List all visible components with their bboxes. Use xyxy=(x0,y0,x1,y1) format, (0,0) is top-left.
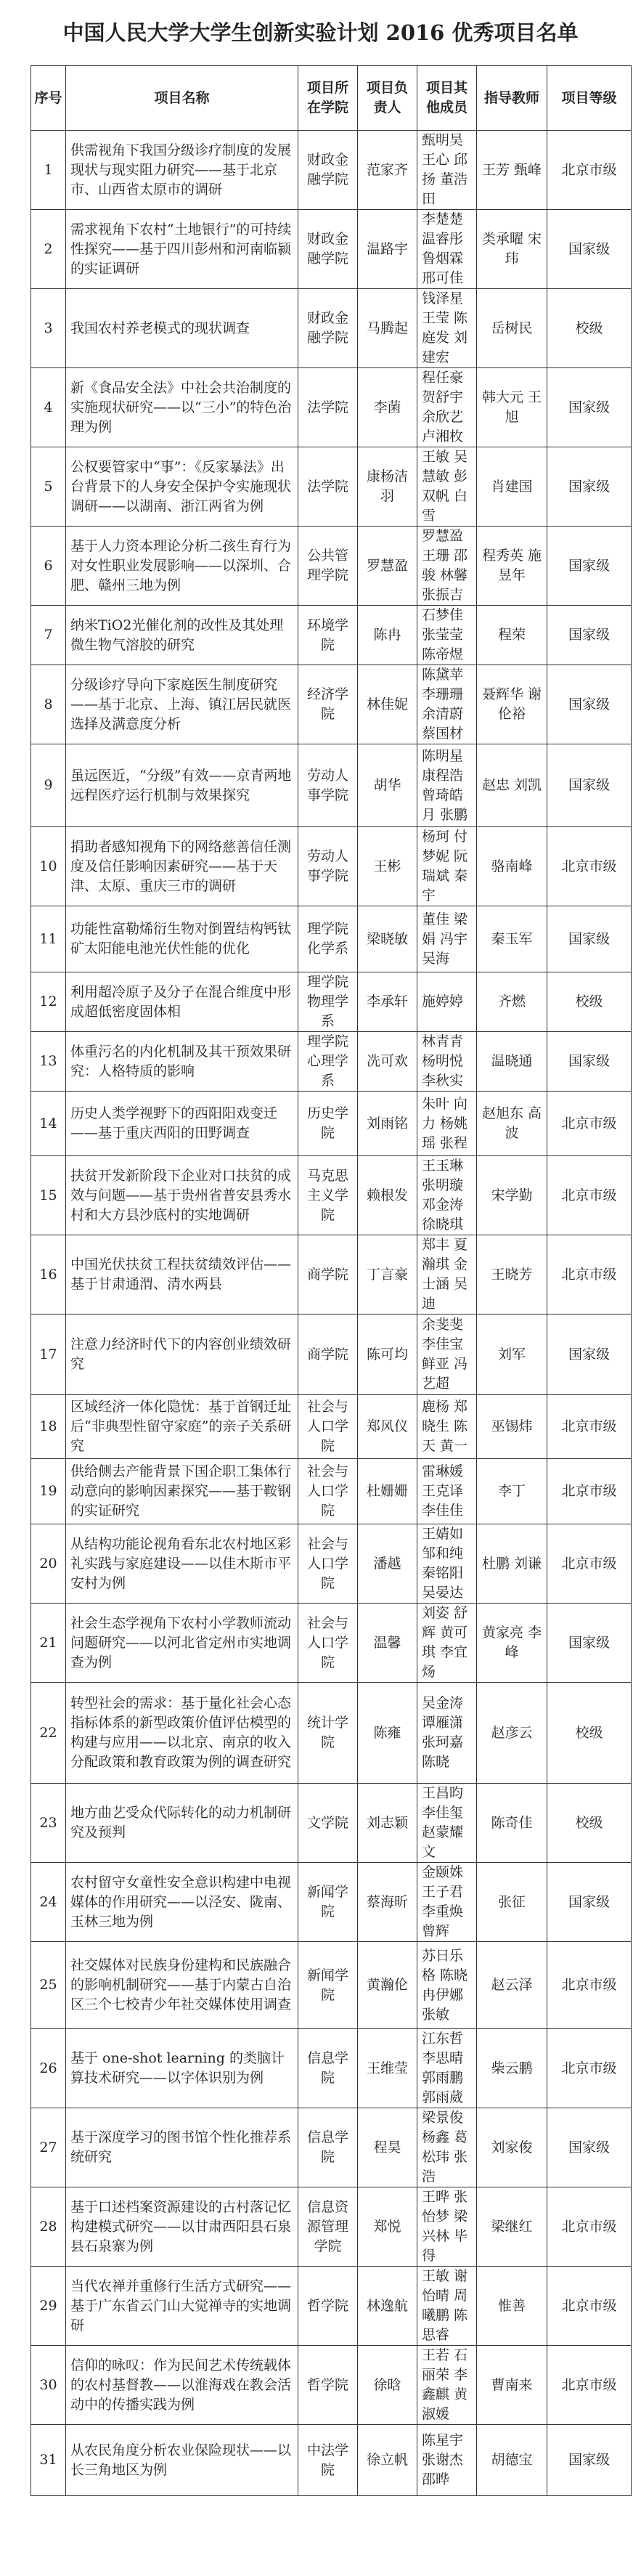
cell-project-name: 转型社会的需求：基于量化社会心态指标体系的新型政策价值评估模型的构建与应用——以北京、南京的收入分配政策和教育政策为例的调查研究 xyxy=(66,1683,298,1784)
cell-leader: 程昊 xyxy=(358,2108,417,2187)
cell-index: 28 xyxy=(31,2187,66,2267)
cell-leader: 林逸航 xyxy=(358,2267,417,2346)
cell-leader: 李承轩 xyxy=(358,972,417,1032)
cell-members: 杨珂 付梦妮 阮瑞斌 秦宇 xyxy=(417,827,477,906)
cell-school: 理学院化学系 xyxy=(298,906,358,972)
cell-index: 10 xyxy=(31,827,66,906)
cell-school: 中法学院 xyxy=(298,2425,358,2496)
cell-school: 信息学院 xyxy=(298,2108,358,2187)
cell-level: 北京市级 xyxy=(547,2267,632,2346)
cell-leader: 林佳妮 xyxy=(358,665,417,744)
cell-level: 北京市级 xyxy=(547,131,632,210)
table-row xyxy=(31,1863,632,1942)
cell-leader: 刘志颖 xyxy=(358,1784,417,1863)
cell-members: 王婧如 邹和纯 秦铭阳 吴晏达 xyxy=(417,1524,477,1604)
cell-members: 苏日乐 格 陈晓 冉伊娜 张敏 xyxy=(417,1942,477,2029)
cell-index: 26 xyxy=(31,2029,66,2108)
cell-leader: 赖根发 xyxy=(358,1156,417,1235)
cell-members: 董佳 梁娟 冯宇 吴海 xyxy=(417,906,477,972)
cell-members: 程任豪 贺舒宇 余欣艺 卢湘枚 xyxy=(417,368,477,447)
cell-members: 钱泽星 王莹 陈庭发 刘建宏 xyxy=(417,289,477,368)
cell-members: 吴金涛 谭雁潇 张珂嘉 陈晓 xyxy=(417,1683,477,1784)
table-row xyxy=(31,1459,632,1524)
cell-level: 校级 xyxy=(547,972,632,1032)
cell-advisor: 赵彦云 xyxy=(477,1683,547,1784)
cell-leader: 温馨 xyxy=(358,1604,417,1683)
cell-school: 商学院 xyxy=(298,1235,358,1315)
cell-leader: 陈冉 xyxy=(358,606,417,665)
cell-level: 北京市级 xyxy=(547,1156,632,1235)
cell-index: 31 xyxy=(31,2425,66,2496)
cell-members: 陈黛苹 李珊珊 余清蔚 蔡国材 xyxy=(417,665,477,744)
cell-members: 江东哲 李思晴 郭雨鹏 郭雨葳 xyxy=(417,2029,477,2108)
cell-advisor: 秦玉军 xyxy=(477,906,547,972)
cell-index: 4 xyxy=(31,368,66,447)
cell-school: 法学院 xyxy=(298,447,358,527)
cell-school: 社会与人口学院 xyxy=(298,1524,358,1604)
table-row xyxy=(31,906,632,972)
cell-project-name: 基于深度学习的图书馆个性化推荐系统研究 xyxy=(66,2108,298,2187)
cell-index: 15 xyxy=(31,1156,66,1235)
cell-advisor: 温晓通 xyxy=(477,1032,547,1092)
cell-index: 6 xyxy=(31,527,66,606)
cell-leader: 冼可欢 xyxy=(358,1032,417,1092)
cell-school: 马克思主义学院 xyxy=(298,1156,358,1235)
cell-school: 社会与人口学院 xyxy=(298,1604,358,1683)
cell-leader: 刘雨铭 xyxy=(358,1092,417,1156)
cell-project-name: 虽远医近，“分级”有效——京青两地远程医疗运行机制与效果探究 xyxy=(66,744,298,827)
cell-index: 11 xyxy=(31,906,66,972)
cell-index: 14 xyxy=(31,1092,66,1156)
cell-leader: 徐立帆 xyxy=(358,2425,417,2496)
cell-project-name: 社会生态学视角下农村小学教师流动问题研究——以河北省定州市实地调查为例 xyxy=(66,1604,298,1683)
header-leader: 项目负责人 xyxy=(358,66,417,131)
cell-project-name: 社交媒体对民族身份建构和民族融合的影响机制研究——基于内蒙古自治区三个七校青少年社交媒体使用调查 xyxy=(66,1942,298,2029)
cell-project-name: 公权要管家中“事”：《反家暴法》出台背景下的人身安全保护令实施现状调研——以湖南、浙江两省为例 xyxy=(66,447,298,527)
cell-index: 27 xyxy=(31,2108,66,2187)
cell-school: 信息资源管理学院 xyxy=(298,2187,358,2267)
cell-school: 社会与人口学院 xyxy=(298,1459,358,1524)
cell-index: 7 xyxy=(31,606,66,665)
cell-advisor: 惟善 xyxy=(477,2267,547,2346)
cell-members: 王敏 谢 怡晴 周曦鹏 陈思睿 xyxy=(417,2267,477,2346)
cell-advisor: 韩大元 王旭 xyxy=(477,368,547,447)
cell-members: 陈星宇 张谢杰 邵晔 xyxy=(417,2425,477,2496)
header-index: 序号 xyxy=(31,66,66,131)
table-row xyxy=(31,1156,632,1235)
cell-members: 金颐姝 王子君 李重焕 曾辉 xyxy=(417,1863,477,1942)
cell-project-name: 信仰的咏叹：作为民间艺术传统载体的农村基督教——以淮海戏在教会活动中的传播实践为例 xyxy=(66,2346,298,2425)
cell-level: 北京市级 xyxy=(547,2346,632,2425)
cell-level: 北京市级 xyxy=(547,1524,632,1604)
cell-members: 罗慧盈 王珊 邵骏 林馨 张振吉 xyxy=(417,527,477,606)
cell-leader: 黄瀚伦 xyxy=(358,1942,417,2029)
cell-advisor: 刘军 xyxy=(477,1315,547,1395)
cell-members: 刘姿 舒辉 黄可琪 李宜炀 xyxy=(417,1604,477,1683)
cell-index: 20 xyxy=(31,1524,66,1604)
cell-index: 2 xyxy=(31,210,66,289)
cell-school: 哲学院 xyxy=(298,2267,358,2346)
cell-members: 施婷婷 xyxy=(417,972,477,1032)
cell-project-name: 从结构功能论视角看东北农村地区彩礼实践与家庭建设——以佳木斯市平安村为例 xyxy=(66,1524,298,1604)
cell-leader: 王彬 xyxy=(358,827,417,906)
cell-level: 国家级 xyxy=(547,1032,632,1092)
cell-level: 国家级 xyxy=(547,210,632,289)
cell-school: 文学院 xyxy=(298,1784,358,1863)
cell-index: 24 xyxy=(31,1863,66,1942)
table-row xyxy=(31,1235,632,1315)
cell-project-name: 利用超冷原子及分子在混合维度中形成超低密度固体相 xyxy=(66,972,298,1032)
cell-level: 校级 xyxy=(547,289,632,368)
cell-members: 王昌昀 李佳玺 赵蒙耀文 xyxy=(417,1784,477,1863)
cell-project-name: 扶贫开发新阶段下企业对口扶贫的成效与问题——基于贵州省普安县秀水村和大方县沙底村的实地调研 xyxy=(66,1156,298,1235)
cell-advisor: 宋学勤 xyxy=(477,1156,547,1235)
cell-school: 财政金融学院 xyxy=(298,210,358,289)
cell-project-name: 地方曲艺受众代际转化的动力机制研究及预判 xyxy=(66,1784,298,1863)
table-row xyxy=(31,972,632,1032)
cell-school: 公共管理学院 xyxy=(298,527,358,606)
table-row xyxy=(31,447,632,527)
cell-members: 陈明星 康程浩 曾琦皓 月 张鹏 xyxy=(417,744,477,827)
cell-advisor: 黄家亮 李峰 xyxy=(477,1604,547,1683)
cell-members: 甄明昊 王心 邱扬 董浩田 xyxy=(417,131,477,210)
table-row xyxy=(31,2425,632,2496)
cell-project-name: 注意力经济时代下的内容创业绩效研究 xyxy=(66,1315,298,1395)
cell-level: 北京市级 xyxy=(547,2187,632,2267)
cell-advisor: 巫锡炜 xyxy=(477,1395,547,1459)
cell-project-name: 体重污名的内化机制及其干预效果研究：人格特质的影响 xyxy=(66,1032,298,1092)
cell-members: 王玉琳 张明璇 邓金涛 徐晓琪 xyxy=(417,1156,477,1235)
cell-project-name: 功能性富勒烯衍生物对倒置结构钙钛矿太阳能电池光伏性能的优化 xyxy=(66,906,298,972)
table-row xyxy=(31,2267,632,2346)
table-row xyxy=(31,289,632,368)
header-project-name: 项目名称 xyxy=(66,66,298,131)
cell-leader: 陈雍 xyxy=(358,1683,417,1784)
table-row xyxy=(31,2029,632,2108)
table-row xyxy=(31,527,632,606)
cell-index: 1 xyxy=(31,131,66,210)
cell-project-name: 供给侧去产能背景下国企职工集体行动意向的影响因素探究——基于鞍钢的实证研究 xyxy=(66,1459,298,1524)
cell-leader: 陈可均 xyxy=(358,1315,417,1395)
cell-school: 法学院 xyxy=(298,368,358,447)
cell-leader: 杜姗姗 xyxy=(358,1459,417,1524)
cell-advisor: 肖建国 xyxy=(477,447,547,527)
cell-level: 国家级 xyxy=(547,1604,632,1683)
cell-advisor: 王晓芳 xyxy=(477,1235,547,1315)
cell-leader: 蔡海昕 xyxy=(358,1863,417,1942)
cell-advisor: 骆南峰 xyxy=(477,827,547,906)
table-row xyxy=(31,2187,632,2267)
cell-advisor: 王芳 甄峰 xyxy=(477,131,547,210)
cell-school: 商学院 xyxy=(298,1315,358,1395)
cell-advisor: 杜鹏 刘谦 xyxy=(477,1524,547,1604)
cell-leader: 潘越 xyxy=(358,1524,417,1604)
table-row xyxy=(31,1032,632,1092)
cell-level: 校级 xyxy=(547,1784,632,1863)
cell-leader: 罗慧盈 xyxy=(358,527,417,606)
cell-members: 王敏 吴慧敏 彭双帆 白雪 xyxy=(417,447,477,527)
cell-leader: 温路宇 xyxy=(358,210,417,289)
cell-project-name: 中国光伏扶贫工程扶贫绩效评估——基于甘肃通渭、清水两县 xyxy=(66,1235,298,1315)
cell-index: 30 xyxy=(31,2346,66,2425)
cell-index: 19 xyxy=(31,1459,66,1524)
cell-level: 北京市级 xyxy=(547,1942,632,2029)
cell-advisor: 程荣 xyxy=(477,606,547,665)
cell-level: 北京市级 xyxy=(547,1235,632,1315)
cell-advisor: 李丁 xyxy=(477,1459,547,1524)
cell-members: 王若 石丽荣 李鑫麒 黄淑媛 xyxy=(417,2346,477,2425)
cell-school: 新闻学院 xyxy=(298,1863,358,1942)
cell-leader: 丁言豪 xyxy=(358,1235,417,1315)
cell-leader: 徐晗 xyxy=(358,2346,417,2425)
cell-advisor: 聂辉华 谢伦裕 xyxy=(477,665,547,744)
cell-advisor: 陈奇佳 xyxy=(477,1784,547,1863)
projects-table xyxy=(30,65,632,2496)
cell-project-name: 分级诊疗导向下家庭医生制度研究——基于北京、上海、镇江居民就医选择及满意度分析 xyxy=(66,665,298,744)
cell-leader: 郑悦 xyxy=(358,2187,417,2267)
table-row xyxy=(31,1683,632,1784)
cell-index: 29 xyxy=(31,2267,66,2346)
cell-project-name: 新《食品安全法》中社会共治制度的实施现状研究——以“三小”的特色治理为例 xyxy=(66,368,298,447)
cell-leader: 康杨洁羽 xyxy=(358,447,417,527)
table-row xyxy=(31,1604,632,1683)
table-row xyxy=(31,665,632,744)
cell-level: 北京市级 xyxy=(547,2029,632,2108)
cell-level: 国家级 xyxy=(547,2425,632,2496)
cell-leader: 郑风仪 xyxy=(358,1395,417,1459)
cell-project-name: 农村留守女童性安全意识构建中电视媒体的作用研究——以泾安、陇南、玉林三地为例 xyxy=(66,1863,298,1942)
cell-index: 12 xyxy=(31,972,66,1032)
cell-index: 22 xyxy=(31,1683,66,1784)
cell-level: 北京市级 xyxy=(547,1395,632,1459)
cell-leader: 马腾起 xyxy=(358,289,417,368)
cell-level: 国家级 xyxy=(547,1315,632,1395)
cell-school: 统计学院 xyxy=(298,1683,358,1784)
cell-advisor: 赵忠 刘凯 xyxy=(477,744,547,827)
header-level: 项目等级 xyxy=(547,66,632,131)
header-members: 项目其他成员 xyxy=(417,66,477,131)
cell-index: 25 xyxy=(31,1942,66,2029)
cell-members: 石梦佳 张莹莹 陈帝煜 xyxy=(417,606,477,665)
cell-project-name: 基于 one-shot learning 的类脑计算技术研究——以字体识别为例 xyxy=(66,2029,298,2108)
cell-project-name: 需求视角下农村“土地银行”的可持续性探究——基于四川彭州和河南临颍的实证调研 xyxy=(66,210,298,289)
table-row xyxy=(31,827,632,906)
cell-advisor: 曹南来 xyxy=(477,2346,547,2425)
table-row xyxy=(31,1315,632,1395)
cell-members: 雷琳媛 王克译 李佳佳 xyxy=(417,1459,477,1524)
cell-project-name: 捐助者感知视角下的网络慈善信任测度及信任影响因素研究——基于天津、太原、重庆三市的调研 xyxy=(66,827,298,906)
cell-leader: 王维莹 xyxy=(358,2029,417,2108)
cell-school: 环境学院 xyxy=(298,606,358,665)
table-row xyxy=(31,1942,632,2029)
cell-advisor: 岳树民 xyxy=(477,289,547,368)
cell-index: 3 xyxy=(31,289,66,368)
cell-level: 校级 xyxy=(547,1683,632,1784)
cell-school: 社会与人口学院 xyxy=(298,1395,358,1459)
document-title: 中国人民大学大学生创新实验计划 2016 优秀项目名单 xyxy=(62,20,579,45)
table-row xyxy=(31,606,632,665)
cell-project-name: 历史人类学视野下的西阳阳戏变迁——基于重庆西阳的田野调查 xyxy=(66,1092,298,1156)
cell-level: 国家级 xyxy=(547,2108,632,2187)
cell-members: 李楚楚 温睿彤 鲁烟霖 邢可佳 xyxy=(417,210,477,289)
cell-project-name: 供需视角下我国分级诊疗制度的发展现状与现实阻力研究——基于北京市、山西省太原市的调研 xyxy=(66,131,298,210)
cell-members: 朱叶 向力 杨姚瑶 张程 xyxy=(417,1092,477,1156)
cell-index: 23 xyxy=(31,1784,66,1863)
cell-school: 劳动人事学院 xyxy=(298,827,358,906)
cell-index: 8 xyxy=(31,665,66,744)
cell-project-name: 从农民角度分析农业保险现状——以长三角地区为例 xyxy=(66,2425,298,2496)
cell-level: 北京市级 xyxy=(547,1092,632,1156)
table-row xyxy=(31,744,632,827)
cell-project-name: 纳米TiO2光催化剂的改性及其处理微生物气溶胶的研究 xyxy=(66,606,298,665)
cell-index: 13 xyxy=(31,1032,66,1092)
cell-members: 郑丰 夏瀚琪 金士涵 吴迪 xyxy=(417,1235,477,1315)
cell-level: 国家级 xyxy=(547,527,632,606)
table-header-row xyxy=(31,66,632,131)
cell-project-name: 基于口述档案资源建设的古村落记忆构建模式研究——以甘肃西阳县石泉县石泉寨为例 xyxy=(66,2187,298,2267)
cell-index: 21 xyxy=(31,1604,66,1683)
cell-level: 北京市级 xyxy=(547,1459,632,1524)
table-row xyxy=(31,2108,632,2187)
header-school: 项目所在学院 xyxy=(298,66,358,131)
cell-school: 财政金融学院 xyxy=(298,289,358,368)
cell-advisor: 赵旭东 高波 xyxy=(477,1092,547,1156)
table-row xyxy=(31,2346,632,2425)
cell-school: 历史学院 xyxy=(298,1092,358,1156)
cell-advisor: 刘家俊 xyxy=(477,2108,547,2187)
cell-index: 18 xyxy=(31,1395,66,1459)
cell-advisor: 程秀英 施昱年 xyxy=(477,527,547,606)
cell-advisor: 张征 xyxy=(477,1863,547,1942)
table-row xyxy=(31,210,632,289)
cell-leader: 胡华 xyxy=(358,744,417,827)
cell-school: 劳动人事学院 xyxy=(298,744,358,827)
cell-project-name: 区域经济一体化隐忧：基于首钢迁址后“非典型性留守家庭”的亲子关系研究 xyxy=(66,1395,298,1459)
cell-advisor: 胡德宝 xyxy=(477,2425,547,2496)
cell-school: 财政金融学院 xyxy=(298,131,358,210)
cell-members: 鹿杨 郑晓生 陈天 黄一 xyxy=(417,1395,477,1459)
table-row xyxy=(31,1524,632,1604)
cell-level: 国家级 xyxy=(547,606,632,665)
cell-project-name: 我国农村养老模式的现状调查 xyxy=(66,289,298,368)
cell-advisor: 类承曜 宋玮 xyxy=(477,210,547,289)
cell-advisor: 梁继红 xyxy=(477,2187,547,2267)
cell-project-name: 当代农禅并重修行生活方式研究——基于广东省云门山大觉禅寺的实地调研 xyxy=(66,2267,298,2346)
header-advisor: 指导教师 xyxy=(477,66,547,131)
cell-level: 国家级 xyxy=(547,744,632,827)
cell-school: 经济学院 xyxy=(298,665,358,744)
cell-members: 梁景俊 杨鑫 葛松玮 张 浩 xyxy=(417,2108,477,2187)
cell-advisor: 齐燃 xyxy=(477,972,547,1032)
table-body xyxy=(31,131,632,2496)
cell-level: 国家级 xyxy=(547,1863,632,1942)
cell-members: 余斐斐 李佳宝 鲜亚 冯艺超 xyxy=(417,1315,477,1395)
cell-index: 16 xyxy=(31,1235,66,1315)
cell-index: 9 xyxy=(31,744,66,827)
cell-leader: 范家齐 xyxy=(358,131,417,210)
cell-school: 哲学院 xyxy=(298,2346,358,2425)
cell-level: 国家级 xyxy=(547,665,632,744)
cell-school: 理学院心理学系 xyxy=(298,1032,358,1092)
cell-level: 北京市级 xyxy=(547,827,632,906)
table-row xyxy=(31,1784,632,1863)
cell-level: 国家级 xyxy=(547,368,632,447)
cell-school: 信息学院 xyxy=(298,2029,358,2108)
cell-school: 理学院物理学系 xyxy=(298,972,358,1032)
cell-leader: 梁晓敏 xyxy=(358,906,417,972)
table-row xyxy=(31,131,632,210)
cell-level: 国家级 xyxy=(547,447,632,527)
cell-leader: 李菌 xyxy=(358,368,417,447)
cell-members: 王晔 张怡梦 梁 兴林 毕得 xyxy=(417,2187,477,2267)
cell-index: 17 xyxy=(31,1315,66,1395)
cell-index: 5 xyxy=(31,447,66,527)
cell-level: 国家级 xyxy=(547,906,632,972)
cell-advisor: 柴云鹏 xyxy=(477,2029,547,2108)
table-row xyxy=(31,1092,632,1156)
cell-members: 林青青 杨明悦 李秋实 xyxy=(417,1032,477,1092)
table-row xyxy=(31,1395,632,1459)
cell-school: 新闻学院 xyxy=(298,1942,358,2029)
cell-advisor: 赵云泽 xyxy=(477,1942,547,2029)
cell-project-name: 基于人力资本理论分析二孩生育行为对女性职业发展影响——以深圳、合肥、赣州三地为例 xyxy=(66,527,298,606)
table-row xyxy=(31,368,632,447)
